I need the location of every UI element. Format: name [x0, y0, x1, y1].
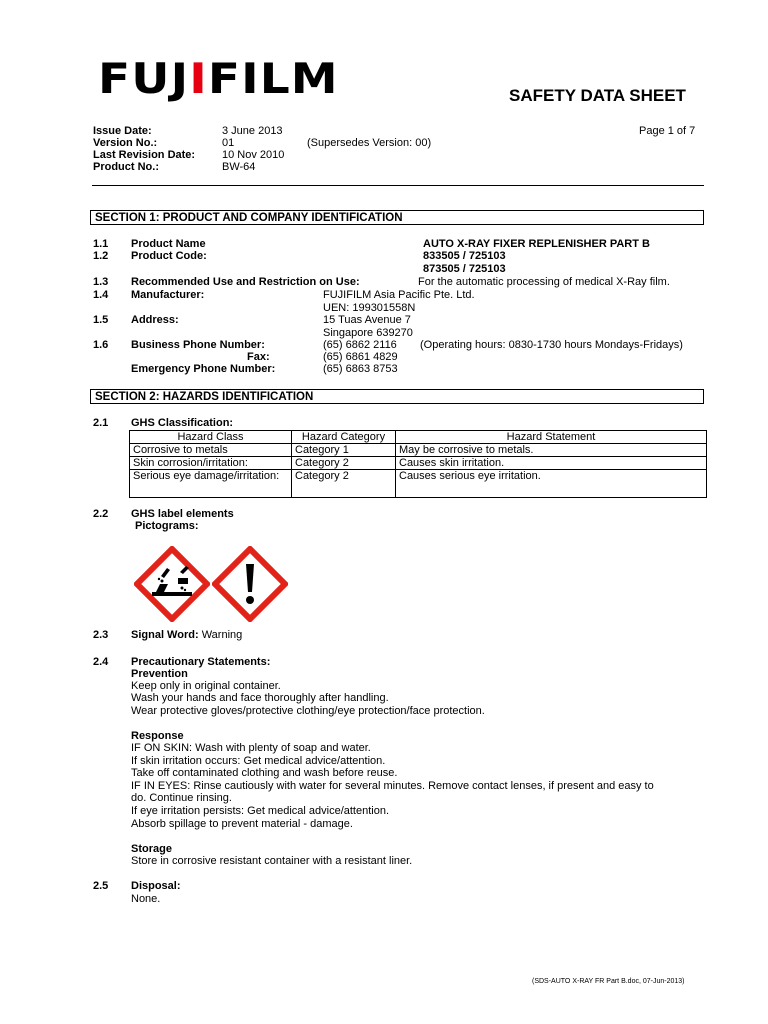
recommended-use-label: Recommended Use and Restriction on Use: — [131, 276, 360, 288]
table-row — [130, 457, 707, 470]
table-cell: May be corrosive to metals. — [396, 444, 707, 457]
signal-word-value: Warning — [201, 629, 243, 641]
header-divider — [92, 185, 704, 186]
table-cell: Serious eye damage/irritation: — [130, 470, 292, 498]
response-title: Response — [131, 730, 184, 742]
revision-date-value: 10 Nov 2010 — [222, 149, 285, 161]
prevention-line: Keep only in original container. — [131, 680, 281, 692]
table-cell: Causes serious eye irritation. — [396, 470, 707, 498]
supersedes-note: (Supersedes Version: 00) — [307, 137, 432, 149]
product-name-label: Product Name — [131, 238, 206, 250]
page-number: Page 1 of 7 — [639, 125, 696, 137]
table-cell: Skin corrosion/irritation: — [130, 457, 292, 470]
address-line-2: Singapore 639270 — [323, 327, 413, 339]
product-no-label: Product No.: — [93, 161, 159, 173]
table-cell: Category 2 — [292, 470, 396, 498]
storage-line: Store in corrosive resistant container with a resistant liner. — [131, 855, 413, 867]
response-line: Absorb spillage to prevent material - damage. — [131, 818, 353, 830]
response-line: Take off contaminated clothing and wash before reuse. — [131, 767, 398, 779]
fujifilm-logo: FUJIFILM — [98, 54, 339, 103]
manufacturer-name: FUJIFILM Asia Pacific Pte. Ltd. — [323, 289, 475, 301]
item-number: 1.2 — [93, 250, 109, 262]
ghs-classification-table — [129, 430, 707, 498]
ghs-classification-label: GHS Classification: — [131, 417, 234, 429]
table-header-row — [130, 431, 707, 444]
revision-date-label: Last Revision Date: — [93, 149, 196, 161]
item-number: 2.4 — [93, 656, 109, 668]
item-number: 2.5 — [93, 880, 109, 892]
version-label: Version No.: — [93, 137, 158, 149]
issue-date-label: Issue Date: — [93, 125, 152, 137]
storage-title: Storage — [131, 843, 172, 855]
response-line: If eye irritation persists: Get medical advice/attention. — [131, 805, 390, 817]
disposal-label: Disposal: — [131, 880, 181, 892]
item-number: 1.3 — [93, 276, 109, 288]
prevention-title: Prevention — [131, 668, 188, 680]
address-line-1: 15 Tuas Avenue 7 — [323, 314, 411, 326]
table-row — [130, 444, 707, 457]
fax-value: (65) 6861 4829 — [323, 351, 398, 363]
response-line: IF ON SKIN: Wash with plenty of soap and water. — [131, 742, 371, 754]
business-phone-value: (65) 6862 2116 — [323, 339, 397, 351]
ghs-label-elements-title: GHS label elements — [131, 508, 234, 520]
manufacturer-uen: UEN: 199301558N — [323, 302, 416, 314]
signal-word-label: Signal Word: — [131, 629, 199, 641]
issue-date-value: 3 June 2013 — [222, 125, 283, 137]
operating-hours: (Operating hours: 0830-1730 hours Mondays-Fridays) — [420, 339, 683, 351]
table-cell: Category 1 — [292, 444, 396, 457]
table-cell: Corrosive to metals — [130, 444, 292, 457]
version-value: 01 — [222, 137, 235, 149]
product-name-value: AUTO X-RAY FIXER REPLENISHER PART B — [423, 238, 650, 250]
item-number: 2.2 — [93, 508, 109, 520]
business-phone-label: Business Phone Number: — [131, 339, 265, 351]
pictograms-label: Pictograms: — [135, 520, 199, 532]
address-label: Address: — [131, 314, 179, 326]
prevention-line: Wash your hands and face thoroughly after handling. — [131, 692, 389, 704]
product-code-label: Product Code: — [131, 250, 207, 262]
section-2-header: SECTION 2: HAZARDS IDENTIFICATION — [90, 389, 704, 404]
disposal-value: None. — [131, 893, 161, 905]
section-1-header: SECTION 1: PRODUCT AND COMPANY IDENTIFICATION — [90, 210, 704, 225]
prevention-line: Wear protective gloves/protective clothing/eye protection/face protection. — [131, 705, 485, 717]
table-cell: Category 2 — [292, 457, 396, 470]
corrosion-icon — [134, 546, 210, 622]
precautionary-statements-label: Precautionary Statements: — [131, 656, 271, 668]
product-code-2: 873505 / 725103 — [423, 263, 506, 275]
item-number: 1.4 — [93, 289, 109, 301]
column-header: Hazard Class — [130, 431, 292, 444]
fax-label: Fax: — [247, 351, 270, 363]
manufacturer-label: Manufacturer: — [131, 289, 205, 301]
product-code-1: 833505 / 725103 — [423, 250, 506, 262]
item-number: 2.3 — [93, 629, 109, 641]
table-row — [130, 470, 707, 498]
emergency-phone-label: Emergency Phone Number: — [131, 363, 276, 375]
emergency-phone-value: (65) 6863 8753 — [323, 363, 398, 375]
item-number: 1.6 — [93, 339, 109, 351]
exclamation-mark-icon — [212, 546, 288, 622]
response-line: IF IN EYES: Rinse cautiously with water for several minutes. Remove contact lenses, if present and easy to — [131, 780, 654, 792]
response-line: do. Continue rinsing. — [131, 792, 232, 804]
document-title: SAFETY DATA SHEET — [509, 86, 686, 105]
column-header: Hazard Category — [292, 431, 396, 444]
table-cell: Causes skin irritation. — [396, 457, 707, 470]
product-no-value: BW-64 — [222, 161, 256, 173]
column-header: Hazard Statement — [396, 431, 707, 444]
item-number: 2.1 — [93, 417, 109, 429]
item-number: 1.1 — [93, 238, 109, 250]
response-line: If skin irritation occurs: Get medical advice/attention. — [131, 755, 386, 767]
recommended-use-value: For the automatic processing of medical X-Ray film. — [418, 276, 670, 288]
item-number: 1.5 — [93, 314, 109, 326]
document-footer: (SDS-AUTO X-RAY FR Part B.doc, 07-Jun-2013) — [532, 978, 685, 985]
